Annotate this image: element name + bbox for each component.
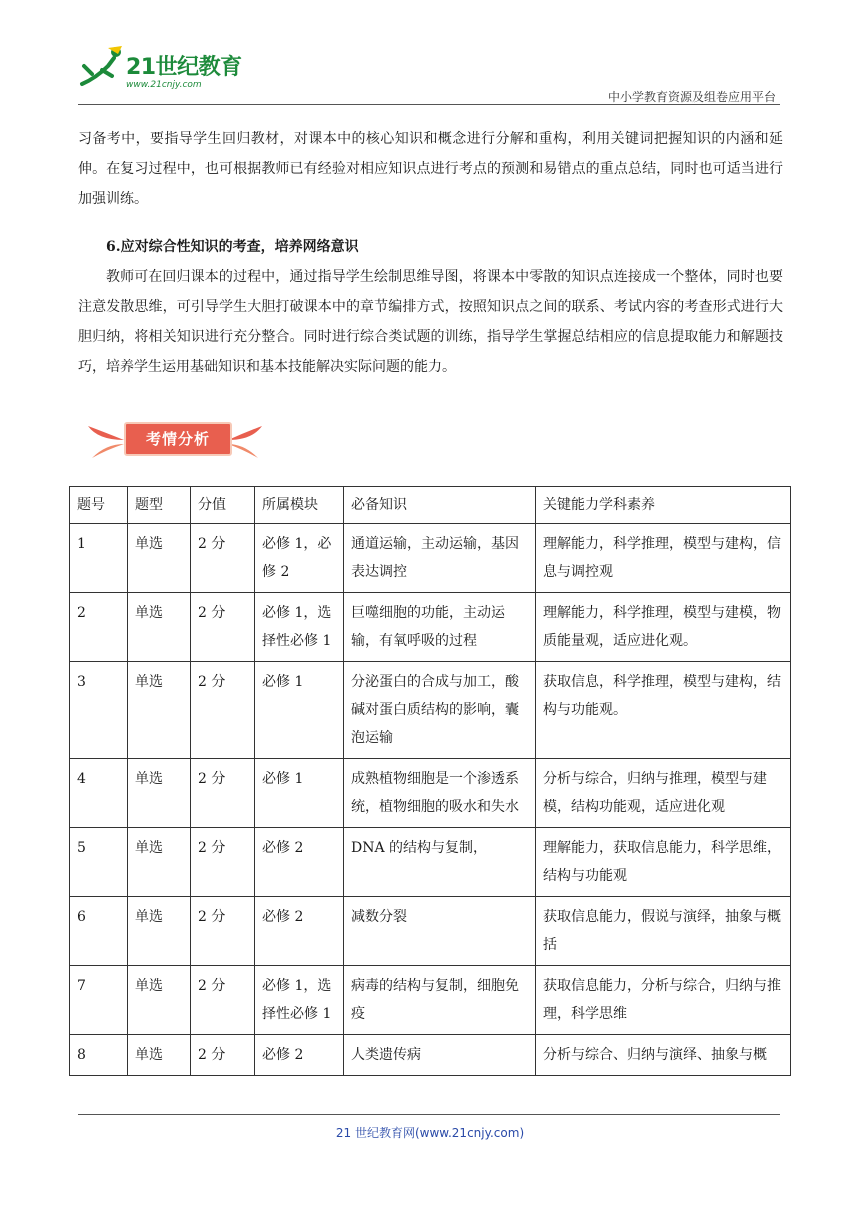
cell-competency: 分析与综合、归纳与演绎、抽象与概 [536, 1035, 791, 1076]
cell-score: 2 分 [191, 897, 255, 966]
cell-competency: 理解能力，科学推理，模型与建模，物质能量观，适应进化观。 [536, 593, 791, 662]
header-knowledge: 必备知识 [344, 487, 536, 524]
section-heading-6: 6.应对综合性知识的考查，培养网络意识 [106, 239, 359, 255]
header-number: 题号 [70, 487, 128, 524]
cell-module: 必修 1，必修 2 [255, 524, 344, 593]
cell-module: 必修 2 [255, 828, 344, 897]
page-header [78, 44, 780, 106]
cell-knowledge: 人类遗传病 [344, 1035, 536, 1076]
cell-type: 单选 [128, 593, 191, 662]
paragraph-review: 习备考中，要指导学生回归教材，对课本中的核心知识和概念进行分解和重构，利用关键词把握知识的内涵和延伸。在复习过程中，也可根据教师已有经验对相应知识点进行考点的预测和易错点的重点总结，同时也可适当进行加强训练。 [78, 131, 783, 207]
cell-knowledge: 巨噬细胞的功能，主动运输，有氧呼吸的过程 [344, 593, 536, 662]
section-banner [84, 418, 264, 462]
cell-number: 1 [70, 524, 128, 593]
cell-type: 单选 [128, 1035, 191, 1076]
cell-type: 单选 [128, 966, 191, 1035]
cell-competency: 理解能力，获取信息能力，科学思维，结构与功能观 [536, 828, 791, 897]
cell-module: 必修 1 [255, 662, 344, 759]
footer-divider [78, 1114, 780, 1115]
cell-competency: 获取信息，科学推理，模型与建构，结构与功能观。 [536, 662, 791, 759]
cell-score: 2 分 [191, 662, 255, 759]
cell-knowledge: DNA 的结构与复制， [344, 828, 536, 897]
cell-type: 单选 [128, 524, 191, 593]
table-row [70, 966, 791, 1035]
cell-knowledge: 成熟植物细胞是一个渗透系统，植物细胞的吸水和失水 [344, 759, 536, 828]
cell-score: 2 分 [191, 759, 255, 828]
cell-type: 单选 [128, 759, 191, 828]
cell-score: 2 分 [191, 828, 255, 897]
cell-type: 单选 [128, 828, 191, 897]
running-figure-icon [78, 44, 126, 88]
table-row [70, 524, 791, 593]
table-row [70, 759, 791, 828]
cell-competency: 分析与综合，归纳与推理，模型与建模，结构功能观，适应进化观 [536, 759, 791, 828]
cell-module: 必修 2 [255, 1035, 344, 1076]
table-row [70, 828, 791, 897]
table-row [70, 897, 791, 966]
cell-module: 必修 1，选择性必修 1 [255, 593, 344, 662]
cell-number: 5 [70, 828, 128, 897]
table-row [70, 662, 791, 759]
cell-competency: 理解能力，科学推理，模型与建构，信息与调控观 [536, 524, 791, 593]
logo [78, 44, 278, 96]
table-header-row [70, 487, 791, 524]
cell-competency: 获取信息能力，分析与综合，归纳与推理，科学思维 [536, 966, 791, 1035]
header-module: 所属模块 [255, 487, 344, 524]
cell-score: 2 分 [191, 966, 255, 1035]
table-row [70, 1035, 791, 1076]
cell-type: 单选 [128, 897, 191, 966]
cell-knowledge: 减数分裂 [344, 897, 536, 966]
cell-module: 必修 1，选择性必修 1 [255, 966, 344, 1035]
header-competency: 关键能力学科素养 [536, 487, 791, 524]
logo-text: 21世纪教育 [126, 55, 242, 80]
banner-label: 考情分析 [145, 430, 210, 448]
exam-analysis-table [69, 486, 791, 1076]
platform-name: 中小学教育资源及组卷应用平台 [607, 90, 776, 104]
cell-knowledge: 通道运输，主动运输，基因表达调控 [344, 524, 536, 593]
cell-score: 2 分 [191, 524, 255, 593]
cell-type: 单选 [128, 662, 191, 759]
cell-number: 2 [70, 593, 128, 662]
cell-number: 3 [70, 662, 128, 759]
cell-number: 6 [70, 897, 128, 966]
cell-module: 必修 2 [255, 897, 344, 966]
table-row [70, 593, 791, 662]
paragraph-integration: 教师可在回归课本的过程中，通过指导学生绘制思维导图，将课本中零散的知识点连接成一个整体，同时也要注意发散思维，可引导学生大胆打破课本中的章节编排方式，按照知识点之间的联系、考试内容的考查形式进行大胆归纳，将相关知识进行充分整合。同时进行综合类试题的训练，指导学生掌握总结相应的信息提取能力和解题技巧，培养学生运用基础知识和基本技能解决实际问题的能力。 [78, 269, 783, 375]
cell-module: 必修 1 [255, 759, 344, 828]
cell-knowledge: 分泌蛋白的合成与加工，酸碱对蛋白质结构的影响，囊泡运输 [344, 662, 536, 759]
cell-score: 2 分 [191, 1035, 255, 1076]
logo-url: www.21cnjy.com [126, 80, 202, 90]
header-score: 分值 [191, 487, 255, 524]
cell-knowledge: 病毒的结构与复制，细胞免疫 [344, 966, 536, 1035]
cell-competency: 获取信息能力，假说与演绎，抽象与概括 [536, 897, 791, 966]
cell-score: 2 分 [191, 593, 255, 662]
cell-number: 7 [70, 966, 128, 1035]
page-footer: 21 世纪教育网(www.21cnjy.com) [335, 1126, 525, 1140]
header-divider [78, 104, 780, 105]
cell-number: 8 [70, 1035, 128, 1076]
header-type: 题型 [128, 487, 191, 524]
banner-box [124, 422, 232, 456]
cell-number: 4 [70, 759, 128, 828]
